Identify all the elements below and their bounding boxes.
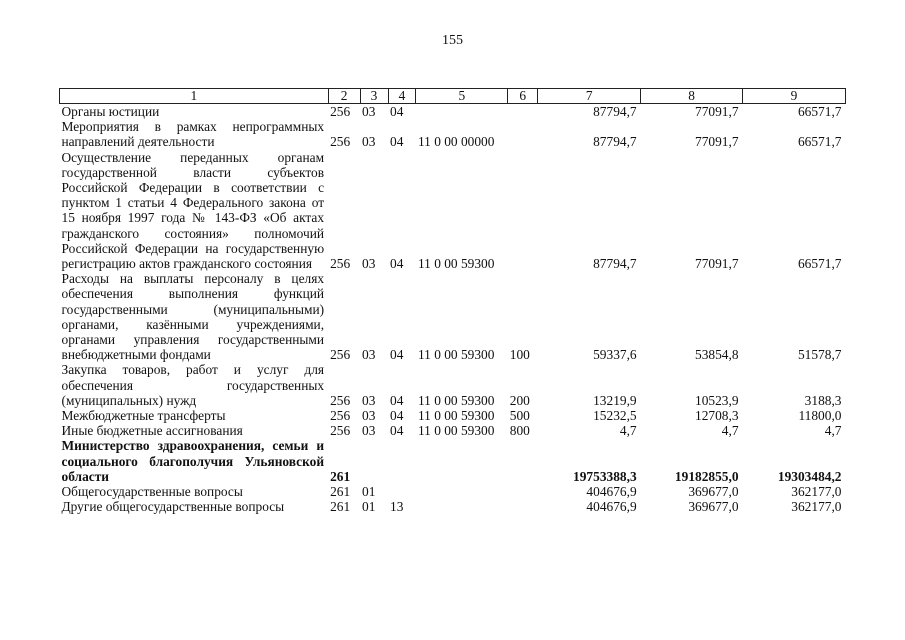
cell-amount-col9: 51578,7	[797, 347, 842, 363]
cell-target-article	[416, 104, 508, 120]
cell-amount-col8: 4,7	[721, 423, 739, 439]
cell-subsection: 04	[390, 392, 404, 408]
cell-amount-col8: 53854,8	[695, 347, 739, 363]
cell-target-article	[416, 438, 508, 484]
cell-amount-col9: 66571,7	[797, 104, 842, 119]
cell-expense-type: 100	[509, 347, 530, 363]
table-row	[60, 423, 846, 438]
cell-subsection: 04	[390, 408, 404, 424]
table-row	[60, 499, 846, 514]
cell-amount-col8: 77091,7	[695, 134, 739, 150]
cell-expense-type: 800	[509, 423, 530, 439]
cell-amount-col9: 362177,0	[791, 484, 842, 500]
cell-subsection: 04	[390, 134, 404, 150]
cell-subsection: 13	[390, 499, 404, 515]
table-row	[60, 408, 846, 423]
table-row	[60, 484, 846, 499]
cell-ministry-code: 256	[330, 134, 351, 150]
cell-amount-col7: 15232,5	[593, 408, 637, 424]
cell-expense-type	[508, 150, 538, 272]
cell-ministry-code: 256	[330, 408, 351, 424]
table-row	[60, 271, 846, 362]
cell-amount-col7: 59337,6	[593, 347, 637, 363]
cell-subsection	[388, 484, 416, 499]
cell-amount-col9: 11800,0	[798, 408, 842, 424]
budget-table	[59, 88, 846, 514]
cell-amount-col7: 87794,7	[593, 256, 637, 272]
cell-amount-col7: 87794,7	[593, 134, 637, 150]
row-name: Другие общегосударственные вопросы	[61, 499, 285, 515]
cell-expense-type	[508, 499, 538, 514]
cell-amount-col8: 77091,7	[695, 256, 739, 272]
row-name: Межбюджетные трансферты	[61, 408, 226, 424]
cell-amount-col9: 66571,7	[797, 256, 842, 272]
cell-amount-col9: 3188,3	[804, 392, 842, 408]
cell-section: 01	[362, 499, 376, 515]
column-header: 4	[388, 89, 416, 104]
cell-subsection: 04	[390, 423, 404, 439]
cell-expense-type	[508, 438, 538, 484]
cell-section: 03	[362, 408, 376, 424]
cell-target-article: 11 0 00 00000	[417, 134, 495, 150]
cell-subsection: 04	[390, 104, 404, 119]
cell-expense-type: 500	[509, 408, 530, 424]
cell-amount-col9: 4,7	[824, 423, 842, 439]
cell-target-article	[416, 484, 508, 499]
column-header: 8	[641, 89, 743, 104]
cell-amount-col7: 19753388,3	[573, 468, 637, 484]
cell-target-article: 11 0 00 59300	[417, 392, 495, 408]
column-header: 3	[360, 89, 388, 104]
column-header: 9	[743, 89, 846, 104]
cell-ministry-code: 256	[330, 104, 351, 119]
cell-amount-col7: 13219,9	[593, 392, 637, 408]
cell-ministry-code: 261	[330, 484, 351, 500]
cell-amount-col8: 10523,9	[695, 392, 739, 408]
row-name: Министерство здравоохранения, семьи и социального благополучия Ульяновской области	[61, 438, 325, 484]
cell-target-article: 11 0 00 59300	[417, 423, 495, 439]
page-number: 155	[442, 33, 463, 48]
cell-target-article	[416, 499, 508, 514]
cell-ministry-code: 261	[330, 468, 351, 484]
table-header-row	[60, 89, 846, 104]
row-name: Расходы на выплаты персоналу в целях обеспечения выполнения функций государственными (муниципальными) органами, казёнными учреждениями, органами управления государственными внебюджетными фондами	[61, 271, 325, 363]
row-name: Осуществление переданных органам государственной власти субъектов Российской Федерации в соответствии с пунктом 1 статьи 4 Федерального закона от 15 ноября 1997 года № 143-ФЗ «Об актах гражданского состояния» полномочий Российской Федерации на государственную регистрацию актов гражданского состояния	[61, 149, 325, 272]
cell-ministry-code: 256	[330, 423, 351, 439]
cell-expense-type	[508, 484, 538, 499]
cell-amount-col8: 12708,3	[695, 408, 739, 424]
cell-subsection	[388, 438, 416, 484]
cell-section: 03	[362, 256, 376, 272]
cell-subsection: 04	[390, 347, 404, 363]
cell-amount-col7: 87794,7	[593, 104, 637, 119]
cell-amount-col8: 19182855,0	[674, 468, 739, 484]
cell-amount-col9: 19303484,2	[777, 468, 842, 484]
table-row	[60, 150, 846, 272]
cell-target-article: 11 0 00 59300	[417, 256, 495, 272]
column-header: 6	[508, 89, 538, 104]
cell-amount-col8: 369677,0	[688, 484, 739, 500]
column-header: 5	[416, 89, 508, 104]
cell-section: 03	[362, 134, 376, 150]
cell-subsection: 04	[390, 256, 404, 272]
cell-target-article: 11 0 00 59300	[417, 408, 495, 424]
column-header: 2	[328, 89, 360, 104]
cell-amount-col8: 369677,0	[688, 499, 739, 515]
cell-section: 03	[362, 347, 376, 363]
table-row	[60, 119, 846, 149]
cell-expense-type	[508, 104, 538, 120]
cell-section	[360, 438, 388, 484]
cell-ministry-code: 256	[330, 392, 351, 408]
cell-ministry-code: 261	[330, 499, 351, 515]
cell-amount-col9: 66571,7	[797, 134, 842, 150]
row-name: Органы юстиции	[61, 104, 160, 119]
cell-section: 01	[362, 484, 376, 500]
table-row	[60, 362, 846, 408]
table-row	[60, 438, 846, 484]
row-name: Общегосударственные вопросы	[61, 484, 243, 500]
cell-target-article: 11 0 00 59300	[417, 347, 495, 363]
cell-section: 03	[362, 104, 376, 119]
column-header: 7	[538, 89, 641, 104]
cell-amount-col7: 4,7	[619, 423, 637, 439]
row-name: Закупка товаров, работ и услуг для обеспечения государственных (муниципальных) нужд	[61, 362, 325, 408]
cell-amount-col7: 404676,9	[586, 484, 637, 500]
cell-amount-col8: 77091,7	[695, 104, 739, 119]
row-name: Мероприятия в рамках непрограммных направлений деятельности	[61, 119, 325, 150]
cell-amount-col9: 362177,0	[791, 499, 842, 515]
cell-expense-type	[508, 119, 538, 149]
table-row	[60, 104, 846, 120]
column-header: 1	[60, 89, 329, 104]
cell-expense-type: 200	[509, 392, 530, 408]
cell-amount-col7: 404676,9	[586, 499, 637, 515]
row-name: Иные бюджетные ассигнования	[61, 423, 243, 439]
cell-ministry-code: 256	[330, 347, 351, 363]
cell-section: 03	[362, 392, 376, 408]
cell-ministry-code: 256	[330, 256, 351, 272]
cell-section: 03	[362, 423, 376, 439]
table-body	[60, 104, 846, 515]
